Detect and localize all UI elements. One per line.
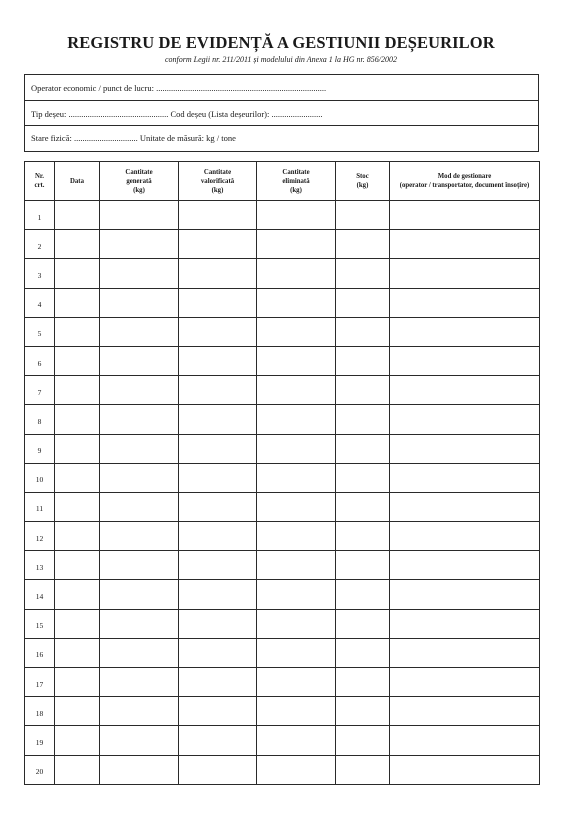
generated-qty-cell [100,346,179,375]
stock-cell [336,668,390,697]
date-cell [55,492,100,521]
table-row [25,201,540,230]
info-row-waste-type: Tip deșeu: ............................................... Cod deșeu (Lista deșeurilor): ........................ [25,101,538,126]
management-mode-cell [390,609,540,638]
management-mode-cell [390,755,540,784]
generated-qty-cell [100,697,179,726]
management-mode-cell [390,317,540,346]
eliminated-qty-cell [257,405,336,434]
page-subtitle: conform Legii nr. 211/2011 și modelului din Anexa 1 la HG nr. 856/2002 [165,55,397,64]
stock-cell [336,522,390,551]
row-number: 7 [25,376,55,405]
management-mode-cell [390,346,540,375]
management-mode-cell [390,434,540,463]
eliminated-qty-cell [257,726,336,755]
row-number: 12 [25,522,55,551]
generated-qty-cell [100,668,179,697]
header-nr-crt: Nr. crt. [25,162,55,201]
eliminated-qty-cell [257,230,336,259]
table-row [25,376,540,405]
table-row [25,609,540,638]
date-cell [55,317,100,346]
stock-cell [336,726,390,755]
generated-qty-cell [100,434,179,463]
date-cell [55,726,100,755]
date-cell [55,230,100,259]
table-row [25,668,540,697]
date-cell [55,463,100,492]
date-cell [55,405,100,434]
eliminated-qty-cell [257,463,336,492]
date-cell [55,434,100,463]
stock-cell [336,697,390,726]
stock-cell [336,405,390,434]
info-row-operator: Operator economic / punct de lucru: ................................................................................ [25,75,538,101]
table-row [25,405,540,434]
table-row [25,434,540,463]
row-number: 10 [25,463,55,492]
stock-cell [336,463,390,492]
management-mode-cell [390,230,540,259]
stock-cell [336,317,390,346]
info-box [24,74,539,152]
recovered-qty-cell [179,668,257,697]
row-number: 19 [25,726,55,755]
table-row [25,755,540,784]
management-mode-cell [390,580,540,609]
recovered-qty-cell [179,492,257,521]
recovered-qty-cell [179,522,257,551]
eliminated-qty-cell [257,580,336,609]
management-mode-cell [390,522,540,551]
generated-qty-cell [100,201,179,230]
row-number: 2 [25,230,55,259]
generated-qty-cell [100,230,179,259]
row-number: 16 [25,638,55,667]
eliminated-qty-cell [257,288,336,317]
register-table-body [25,201,540,785]
stock-cell [336,230,390,259]
recovered-qty-cell [179,201,257,230]
row-number: 11 [25,492,55,521]
generated-qty-cell [100,638,179,667]
generated-qty-cell [100,551,179,580]
recovered-qty-cell [179,580,257,609]
eliminated-qty-cell [257,609,336,638]
recovered-qty-cell [179,609,257,638]
date-cell [55,288,100,317]
generated-qty-cell [100,376,179,405]
row-number: 6 [25,346,55,375]
row-number: 1 [25,201,55,230]
stock-cell [336,259,390,288]
eliminated-qty-cell [257,551,336,580]
date-cell [55,668,100,697]
management-mode-cell [390,463,540,492]
row-number: 15 [25,609,55,638]
recovered-qty-cell [179,376,257,405]
recovered-qty-cell [179,288,257,317]
date-cell [55,609,100,638]
header-management-mode: Mod de gestionare (operator / transportator, document însoțire) [390,162,540,201]
stock-cell [336,638,390,667]
management-mode-cell [390,638,540,667]
date-cell [55,201,100,230]
management-mode-cell [390,668,540,697]
stock-cell [336,580,390,609]
header-stock: Stoc (kg) [336,162,390,201]
row-number: 14 [25,580,55,609]
date-cell [55,638,100,667]
stock-cell [336,551,390,580]
header-eliminated-qty: Cantitate eliminată (kg) [257,162,336,201]
eliminated-qty-cell [257,317,336,346]
header-recovered-qty: Cantitate valorificată (kg) [179,162,257,201]
stock-cell [336,201,390,230]
management-mode-cell [390,551,540,580]
generated-qty-cell [100,405,179,434]
recovered-qty-cell [179,697,257,726]
header-generated-qty: Cantitate generată (kg) [100,162,179,201]
eliminated-qty-cell [257,434,336,463]
header-date: Data [55,162,100,201]
row-number: 4 [25,288,55,317]
date-cell [55,522,100,551]
row-number: 3 [25,259,55,288]
date-cell [55,259,100,288]
eliminated-qty-cell [257,201,336,230]
recovered-qty-cell [179,755,257,784]
generated-qty-cell [100,580,179,609]
eliminated-qty-cell [257,668,336,697]
management-mode-cell [390,697,540,726]
row-number: 20 [25,755,55,784]
register-table [24,161,540,785]
recovered-qty-cell [179,317,257,346]
recovered-qty-cell [179,405,257,434]
eliminated-qty-cell [257,697,336,726]
row-number: 18 [25,697,55,726]
table-row [25,346,540,375]
generated-qty-cell [100,463,179,492]
table-row [25,726,540,755]
table-row [25,551,540,580]
row-number: 17 [25,668,55,697]
recovered-qty-cell [179,463,257,492]
table-row [25,580,540,609]
table-row [25,522,540,551]
table-row [25,317,540,346]
eliminated-qty-cell [257,492,336,521]
date-cell [55,697,100,726]
eliminated-qty-cell [257,755,336,784]
page-title: REGISTRU DE EVIDENȚĂ A GESTIUNII DEȘEURILOR [67,33,495,52]
stock-cell [336,609,390,638]
table-row [25,638,540,667]
generated-qty-cell [100,522,179,551]
management-mode-cell [390,726,540,755]
row-number: 9 [25,434,55,463]
recovered-qty-cell [179,230,257,259]
table-row [25,492,540,521]
management-mode-cell [390,492,540,521]
recovered-qty-cell [179,638,257,667]
date-cell [55,580,100,609]
row-number: 8 [25,405,55,434]
eliminated-qty-cell [257,346,336,375]
date-cell [55,376,100,405]
eliminated-qty-cell [257,522,336,551]
eliminated-qty-cell [257,259,336,288]
generated-qty-cell [100,317,179,346]
generated-qty-cell [100,492,179,521]
management-mode-cell [390,201,540,230]
stock-cell [336,288,390,317]
date-cell [55,551,100,580]
generated-qty-cell [100,726,179,755]
recovered-qty-cell [179,346,257,375]
stock-cell [336,346,390,375]
management-mode-cell [390,376,540,405]
recovered-qty-cell [179,726,257,755]
generated-qty-cell [100,259,179,288]
management-mode-cell [390,288,540,317]
management-mode-cell [390,405,540,434]
stock-cell [336,376,390,405]
table-row [25,230,540,259]
row-number: 13 [25,551,55,580]
date-cell [55,346,100,375]
management-mode-cell [390,259,540,288]
stock-cell [336,434,390,463]
stock-cell [336,492,390,521]
date-cell [55,755,100,784]
eliminated-qty-cell [257,376,336,405]
table-row [25,463,540,492]
table-row [25,259,540,288]
table-row [25,288,540,317]
generated-qty-cell [100,609,179,638]
recovered-qty-cell [179,259,257,288]
eliminated-qty-cell [257,638,336,667]
info-row-physical-state: Stare fizică: .............................. Unitate de măsură: kg / tone [31,133,236,143]
stock-cell [336,755,390,784]
recovered-qty-cell [179,434,257,463]
header-row [25,162,540,201]
recovered-qty-cell [179,551,257,580]
generated-qty-cell [100,755,179,784]
row-number: 5 [25,317,55,346]
table-row [25,697,540,726]
generated-qty-cell [100,288,179,317]
